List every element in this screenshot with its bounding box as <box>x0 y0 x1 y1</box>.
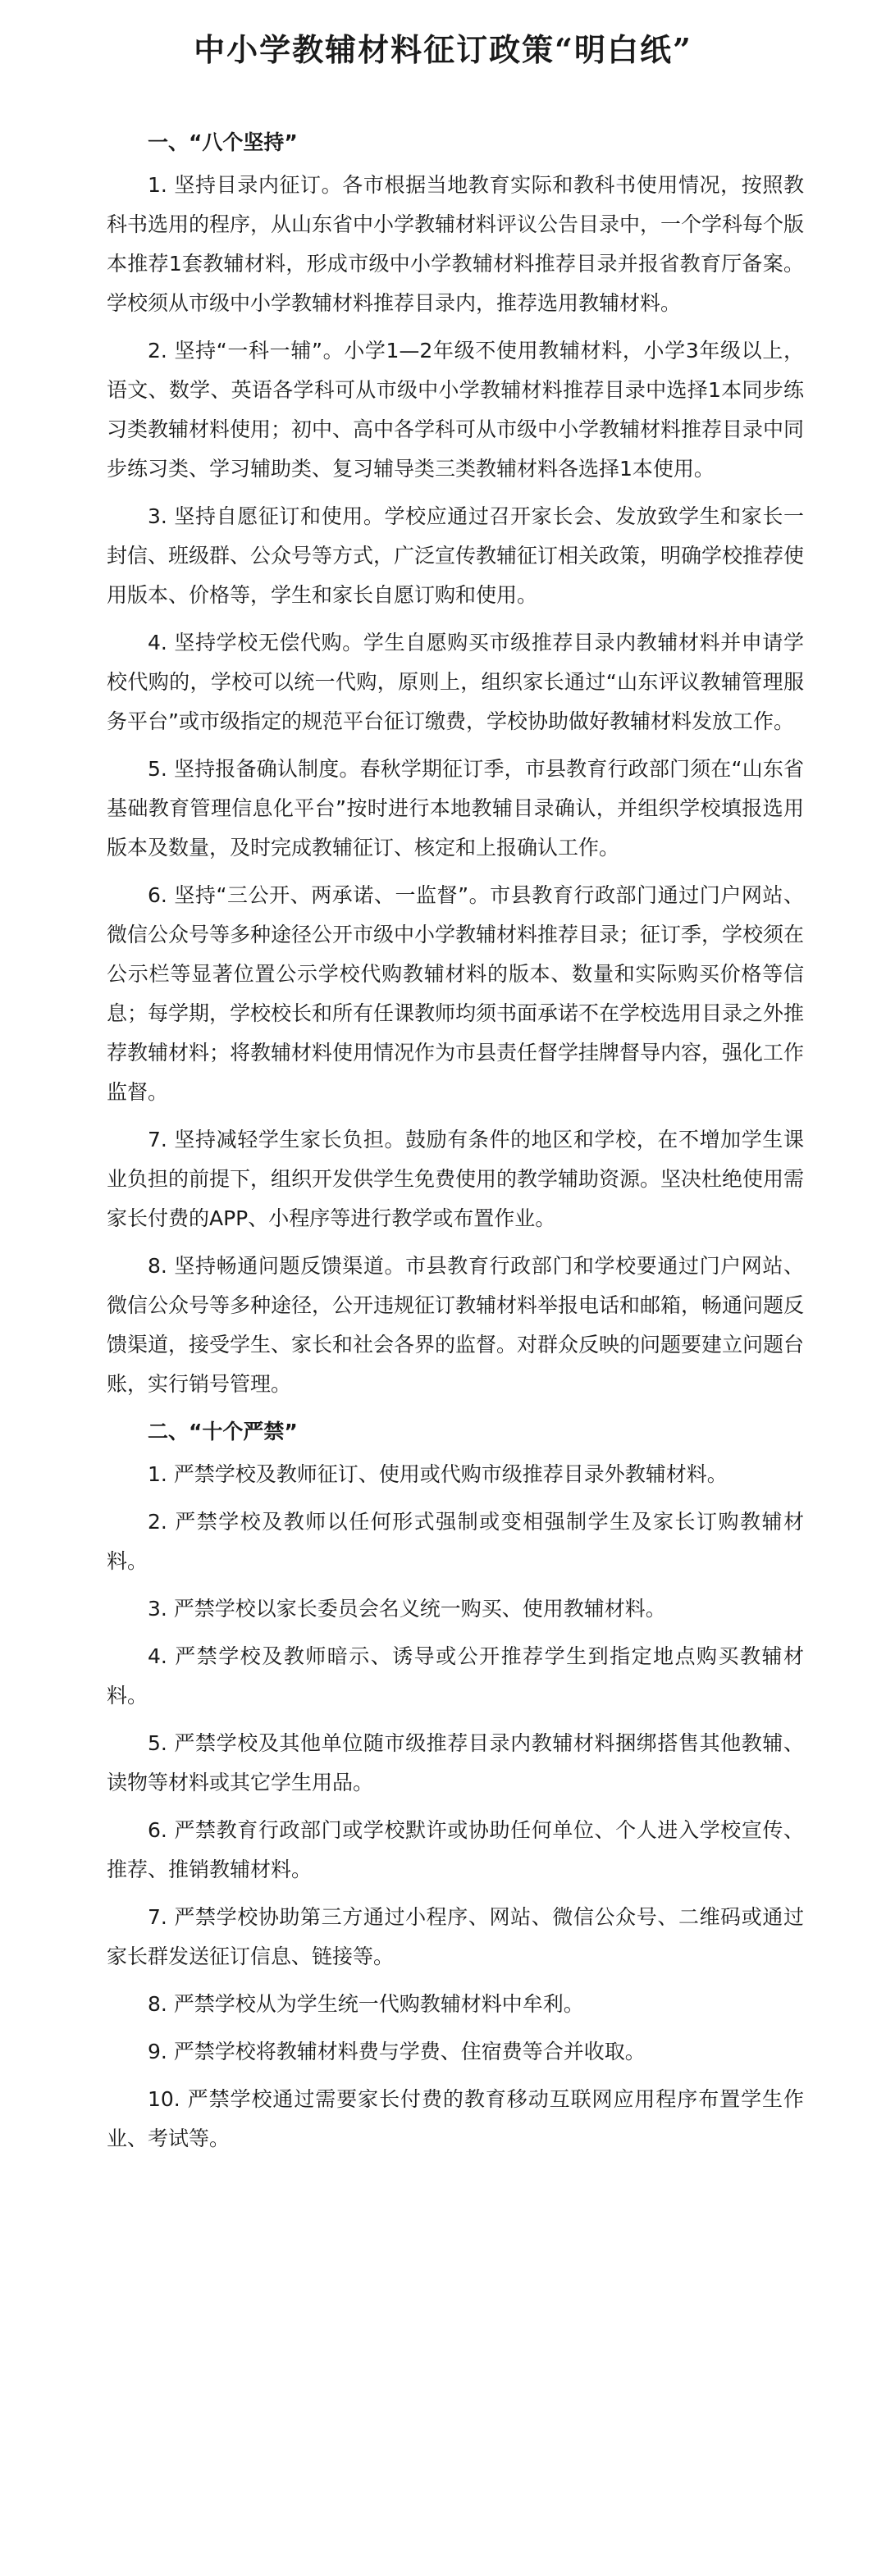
list-item: 2. 坚持“一科一辅”。小学1—2年级不使用教辅材料，小学3年级以上，语文、数学、英语各学科可从市级中小学教辅材料推荐目录中选择1本同步练习类教辅材料使用；初中、高中各学科可从市级中小学教辅材料推荐目录中同步练习类、学习辅助类、复习辅导类三类教辅材料各选择1本使用。 <box>107 339 805 481</box>
list-item: 8. 坚持畅通问题反馈渠道。市县教育行政部门和学校要通过门户网站、微信公众号等多种途径，公开违规征订教辅材料举报电话和邮箱，畅通问题反馈渠道，接受学生、家长和社会各界的监督。对群众反映的问题要建立问题台账，实行销号管理。 <box>107 1254 805 1396</box>
list-item: 8. 严禁学校从为学生统一代购教辅材料中牟利。 <box>148 1992 584 2016</box>
list-item: 3. 坚持自愿征订和使用。学校应通过召开家长会、发放致学生和家长一封信、班级群、公众号等方式，广泛宣传教辅征订相关政策，明确学校推荐使用版本、价格等，学生和家长自愿订购和使用。 <box>107 504 805 607</box>
list-item: 7. 严禁学校协助第三方通过小程序、网站、微信公众号、二维码或通过家长群发送征订信息、链接等。 <box>107 1905 804 1968</box>
list-item: 7. 坚持减轻学生家长负担。鼓励有条件的地区和学校，在不增加学生课业负担的前提下，组织开发供学生免费使用的教学辅助资源。坚决杜绝使用需家长付费的APP、小程序等进行教学或布置作业。 <box>107 1128 805 1230</box>
list-item: 1. 坚持目录内征订。各市根据当地教育实际和教科书使用情况，按照教科书选用的程序，从山东省中小学教辅材料评议公告目录中，一个学科每个版本推荐1套教辅材料，形成市级中小学教辅材料推荐目录并报省教育厅备案。学校须从市级中小学教辅材料推荐目录内，推荐选用教辅材料。 <box>107 173 805 315</box>
document-body <box>107 123 804 2167</box>
list-item: 1. 严禁学校及教师征订、使用或代购市级推荐目录外教辅材料。 <box>148 1462 728 1486</box>
section-eight-persistences <box>107 123 804 1404</box>
list-item: 4. 坚持学校无偿代购。学生自愿购买市级推荐目录内教辅材料并申请学校代购的，学校可以统一代购，原则上，组织家长通过“山东评议教辅管理服务平台”或市级指定的规范平台征订缴费，学校协助做好教辅材料发放工作。 <box>107 631 804 733</box>
list-item: 10. 严禁学校通过需要家长付费的教育移动互联网应用程序布置学生作业、考试等。 <box>107 2087 804 2150</box>
list-item: 9. 严禁学校将教辅材料费与学费、住宿费等合并收取。 <box>148 2040 646 2063</box>
section-heading: 一、“八个坚持” <box>148 130 298 154</box>
list-item: 3. 严禁学校以家长委员会名义统一购买、使用教辅材料。 <box>148 1597 666 1621</box>
section-ten-prohibitions <box>107 1412 804 2159</box>
document-title: 中小学教辅材料征订政策“明白纸” <box>194 31 692 68</box>
list-item: 6. 严禁教育行政部门或学校默许或协助任何单位、个人进入学校宣传、推荐、推销教辅材料。 <box>107 1818 804 1881</box>
list-item: 5. 严禁学校及其他单位随市级推荐目录内教辅材料捆绑搭售其他教辅、读物等材料或其它学生用品。 <box>107 1731 804 1794</box>
list-item: 5. 坚持报备确认制度。春秋学期征订季，市县教育行政部门须在“山东省基础教育管理信息化平台”按时进行本地教辅目录确认，并组织学校填报选用版本及数量，及时完成教辅征订、核定和上报确认工作。 <box>107 757 804 859</box>
list-item: 6. 坚持“三公开、两承诺、一监督”。市县教育行政部门通过门户网站、微信公众号等多种途径公开市级中小学教辅材料推荐目录；征订季，学校须在公示栏等显著位置公示学校代购教辅材料的版本、数量和实际购买价格等信息；每学期，学校校长和所有任课教师均须书面承诺不在学校选用目录之外推荐教辅材料；将教辅材料使用情况作为市县责任督学挂牌督导内容，强化工作监督。 <box>107 883 805 1104</box>
list-item: 2. 严禁学校及教师以任何形式强制或变相强制学生及家长订购教辅材料。 <box>107 1510 804 1573</box>
list-item: 4. 严禁学校及教师暗示、诱导或公开推荐学生到指定地点购买教辅材料。 <box>107 1644 804 1707</box>
section-heading: 二、“十个严禁” <box>148 1420 298 1443</box>
